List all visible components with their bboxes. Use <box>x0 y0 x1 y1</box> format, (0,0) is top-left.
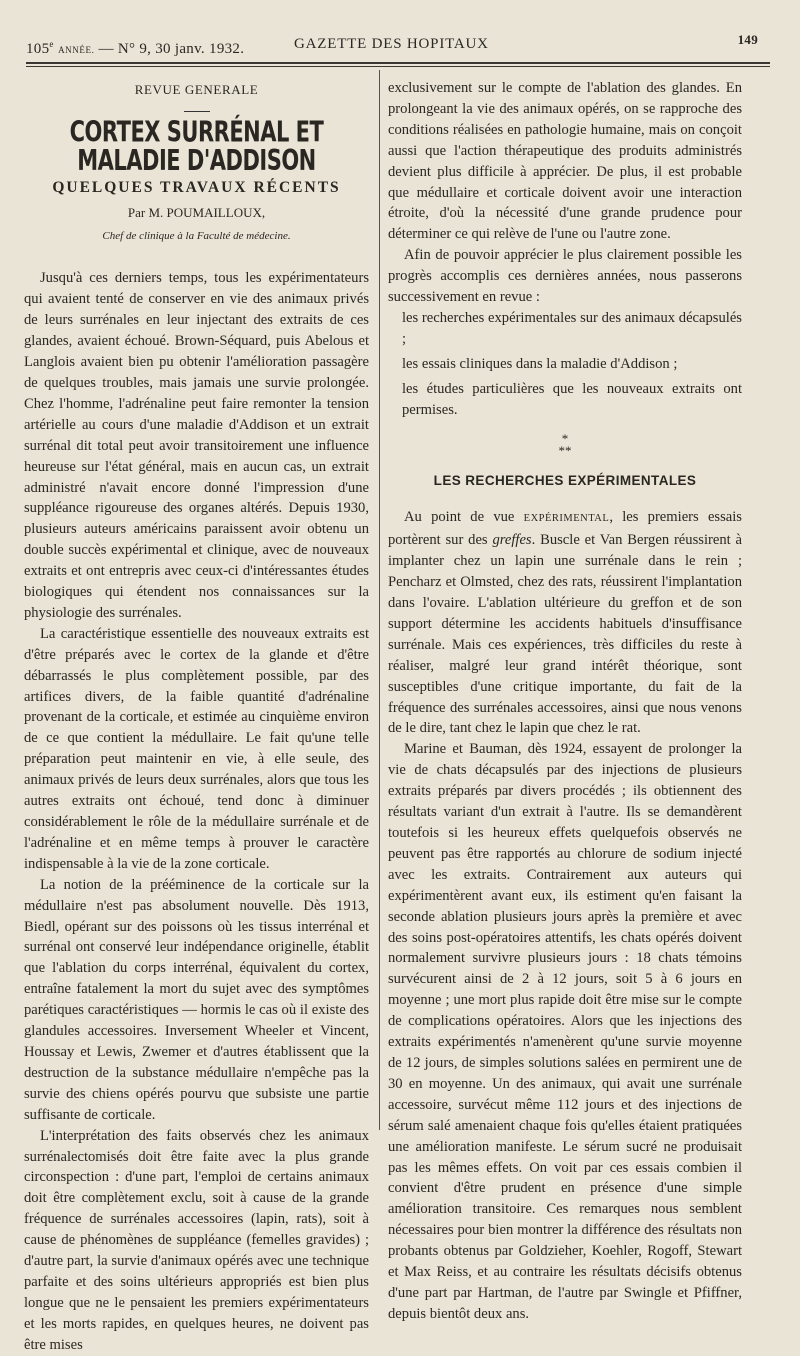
right-column <box>388 78 742 1325</box>
article-title: CORTEX SURRÉNAL ET MALADIE D'ADDISON <box>69 115 324 177</box>
issue-date: — N° 9, 30 janv. 1932. <box>98 41 245 57</box>
article-subtitle: QUELQUES TRAVAUX RÉCENTS <box>52 178 341 196</box>
author: Par M. POUMAILLOUX, <box>127 204 266 220</box>
edition-number: 105 <box>26 41 50 57</box>
paragraph <box>388 507 742 739</box>
paragraph: Afin de pouvoir apprécier le plus clairement possible les progrès accomplis ces dernières années, nous passerons successivement en revue : <box>388 247 742 306</box>
paragraph: Jusqu'à ces derniers temps, tous les expérimentateurs qui avaient tenté de conserver en vie des animaux privés de leurs surrénales en leur injectant des extraits de ces glandes, avaient échoué. Brown-Séquard, puis Abelous et Langlois avaient bien pu obtenir l'amélioration passagère de quelques troubles, mais jamais une survie prolongée. Chez l'homme, l'adrénaline peut faire remonter la tension artérielle au cours d'une maladie d'Addison et un extrait surrénal dit total peut avoir transitoirement une influence heureuse sur l'état général, mais en aucun cas, un extrait administré n'avait encore donné l'impression d'une suppléance rigoureuse des organes altérés. Depuis 1930, plusieurs auteurs américains paraissent avoir obtenu un double succès expérimental et clinique, avec de nouveaux extraits et ont entrepris avec ceux-ci d'intéressantes études biologiques qui étendent nos connaissances sur la physiologie des surrénales. <box>24 270 369 621</box>
small-caps-term: EXPÉRIMENTAL <box>523 513 610 525</box>
text-run: , les premiers essais portèrent sur des <box>388 509 742 549</box>
edition-suffix: e <box>49 39 55 49</box>
text-run: Au point de vue <box>404 509 515 526</box>
section-heading: LES RECHERCHES EXPÉRIMENTALES <box>433 472 697 488</box>
paragraph: Marine et Bauman, dès 1924, essayent de prolonger la vie de chats décapsulés par des injections de plusieurs extraits préparés par divers procédés ; ils obtiennent des résultats variant d'un extrait à l'autre. Ils se demandèrent toutefois si les heureux effets quelquefois observés ne peuvent pas être rapportés au chlorure de sodium injecté avec les extraits. Contrairement aux auteurs qui expérimentèrent avant eux, ils estiment qu'en faisant la seconde ablation plusieurs jours après la première et avec des soins post-opératoires attentifs, les chats opérés doivent normalement survivre plusieurs jours : 18 chats témoins survécurent ainsi de 2 à 12 jours, soit 5 à 6 jours en moyenne ; une mort plus rapide doit être mise sur le compte de complications opératoires. Alors que les injections des extraits expérimentés n'amenèrent qu'une survie moyenne de 12 jours, de simples solutions salées en permirent une de 30 en moyenne. Un des animaux, qui avait une surrénale accessoire, survécut même 112 jours et des injections de sérum salé amenaient chaque fois qu'elles étaient pratiquées une amélioration manifeste. Le sérum sucré ne produisait pas les mêmes effets. On voit par ces essais combien il convient d'être prudent en présence d'une simple amélioration transitoire. Ces remarques nous semblent nécessaires pour bien montrer la différence des résultats non probants obtenus par Goldzieher, Koehler, Rogoff, Stewart et Max Reiss, et au contraire les résultats décisifs obtenus d'une part par Hartman, de l'autre par Swingle et Pfiffner, depuis bientôt deux ans. <box>388 741 742 1322</box>
paragraph: exclusivement sur le compte de l'ablation des glandes. En prolongeant la vie des animaux opérés, on se rapproche des conditions réalisées en pathologie humaine, mais on conçoit aussi que l'action thérapeutique des produits administrés devient plus difficile à apprécier. De plus, il est probable que médullaire et corticale doivent avoir une interaction étroite, d'où la nécessité d'une grande prudence pour déterminer ce qui relève de l'une ou l'autre zone. <box>388 80 742 243</box>
paragraph: L'interprétation des faits observés chez les animaux surrénalectomisés doit être faite avec la plus grande circonspection : d'une part, l'emploi de certains animaux doit être complètement exclu, soit à cause de la grande fréquence de surrénales accessoires (lapin, rats), soit à cause de phénomènes de suppléance (femelles gravides) ; d'autre part, la survie d'animaux opérés avec une technique parfaite et des soins ultérieurs appropriés est bien plus longue que ne le pensaient les premiers expérimentateurs et les morts rapides, en quelques heures, ne doivent pas être mises <box>24 1127 369 1353</box>
column-separator <box>379 70 380 1130</box>
issue-info <box>26 36 244 58</box>
paragraph: La notion de la prééminence de la corticale sur la médullaire n'est pas absolument nouvelle. Dès 1913, Biedl, opérant sur des poissons où les tissus interrénal et surrénal ont conservé leur indépendance originelle, établit que l'ablation du corps interrénal, équivalent du cortex, entraîne fatalement la mort du sujet avec des symptômes parétiques caractéristiques — hormis le cas où il existe des glandules accessoires. Inversement Wheeler et Vincent, Houssay et Lewis, Zwemer et d'autres établissent que la destruction de la substance médullaire n'empêche pas la survie des chiens opérés pourvu que subsiste une partie suffisante de corticale. <box>24 876 369 1123</box>
left-column <box>24 78 369 1356</box>
header-rule-thin <box>26 66 770 67</box>
list-item: les recherches expérimentales sur des animaux décapsulés ; <box>402 309 742 347</box>
page-header <box>26 32 770 56</box>
list-item: les études particulières que les nouveaux extraits ont permises. <box>402 380 742 418</box>
rubric-rule <box>184 111 210 112</box>
header-rule-thick <box>26 62 770 64</box>
paragraph: La caractéristique essentielle des nouveaux extraits est d'être préparés avec le cortex de la glande et d'être débarrassés le plus complètement possible, par des artifices divers, de la faible quantité d'adrénaline provenant de la corticale, et estimée au cinquième environ de ce que contient la médullaire. Le fait qu'une telle préparation peut maintenir en vie, à elle seule, des animaux privés de leurs deux surrénales, alors que tous les autres extraits ont échoué, tend donc à diminuer considérablement le rôle de la médullaire surrénale et de l'adrénaline et en même temps à prouver le caractère indispensable à la vie de la zone corticale. <box>24 625 369 872</box>
page-number: 149 <box>737 32 758 47</box>
edition-word: ANNÉE. <box>58 45 95 55</box>
italic-term: greffes <box>492 532 532 549</box>
author-role: Chef de clinique à la Faculté de médecine. <box>102 229 291 242</box>
text-run: . Buscle et Van Bergen réussirent à implanter chez un lapin une surrénale dans le rein ; Pencharz et Olmsted, chez des rats, réussirent l'implantation dans l'ovaire. L'ablation ultérieure du greffon et de son support détermine les accidents habituels d'insuffisance surrénale. Mais ces expériences, très difficiles du reste à réaliser, malgré leur grand intérêt théorique, sont susceptibles d'une critique importante, du fait de la fréquence des surrénales accessoires, ainsi que nous venons de le dire, tant chez le lapin que chez le rat. <box>388 532 742 737</box>
list-item: les essais cliniques dans la maladie d'Addison ; <box>402 355 678 372</box>
rubric: REVUE GENERALE <box>134 82 259 97</box>
journal-name: GAZETTE DES HOPITAUX <box>294 36 489 52</box>
asterism-icon: * ** <box>558 430 572 458</box>
